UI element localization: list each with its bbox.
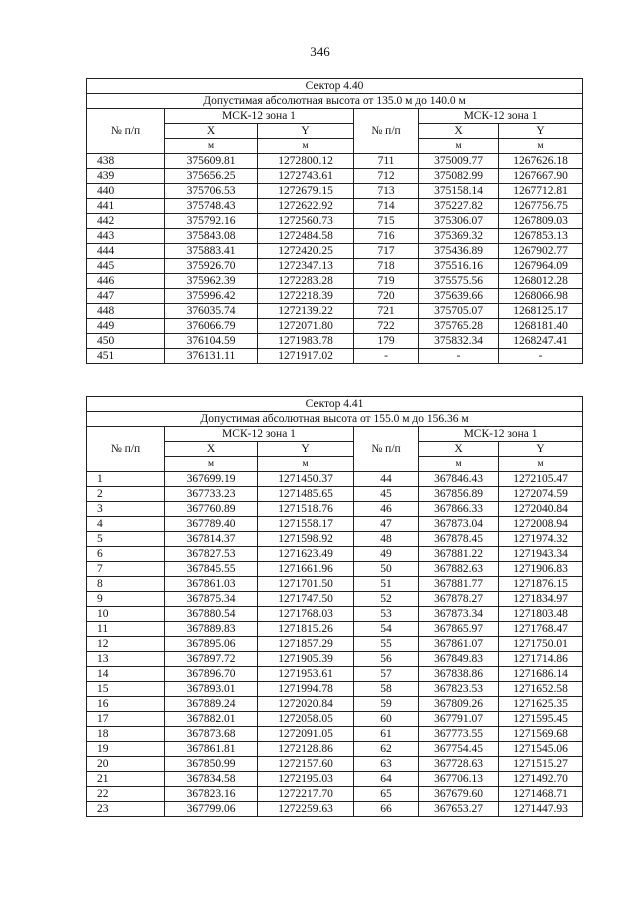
point-number: 6 [87, 547, 165, 562]
point-number: 56 [354, 652, 419, 667]
coord-x: 367880.54 [165, 607, 258, 622]
column-header-x: X [419, 124, 499, 139]
coord-x: 367809.26 [419, 697, 499, 712]
column-header-x: X [165, 124, 258, 139]
coord-y: 1271953.61 [258, 667, 354, 682]
point-number: 66 [354, 802, 419, 817]
point-number: 11 [87, 622, 165, 637]
coord-x: 367791.07 [419, 712, 499, 727]
coord-y: 1271974.32 [499, 532, 583, 547]
point-number: 61 [354, 727, 419, 742]
table-row [87, 487, 583, 502]
coord-y: 1271768.47 [499, 622, 583, 637]
point-number: 446 [87, 274, 165, 289]
coord-x: 375832.34 [419, 334, 499, 349]
coord-y: 1267902.77 [499, 244, 583, 259]
point-number: 445 [87, 259, 165, 274]
coord-y: 1272484.58 [258, 229, 354, 244]
coord-y: 1271595.45 [499, 712, 583, 727]
coord-x: 375609.81 [165, 154, 258, 169]
table-row [87, 334, 583, 349]
coord-y: 1268012.28 [499, 274, 583, 289]
point-number: 720 [354, 289, 419, 304]
coord-y: 1271905.39 [258, 652, 354, 667]
coord-y: 1272800.12 [258, 154, 354, 169]
coord-x: 375765.28 [419, 319, 499, 334]
table-row [87, 319, 583, 334]
point-number: 5 [87, 532, 165, 547]
point-number: 19 [87, 742, 165, 757]
coord-x: 375996.42 [165, 289, 258, 304]
coord-x: 367881.77 [419, 577, 499, 592]
coord-y: 1271623.49 [258, 547, 354, 562]
coord-x: 375227.82 [419, 199, 499, 214]
point-number: 440 [87, 184, 165, 199]
table-row [87, 154, 583, 169]
point-number: 53 [354, 607, 419, 622]
table-row [87, 199, 583, 214]
coord-x: 376104.59 [165, 334, 258, 349]
coord-x: 375516.16 [419, 259, 499, 274]
table-row [87, 169, 583, 184]
coord-y: 1271917.02 [258, 349, 354, 364]
point-number: 21 [87, 772, 165, 787]
coord-y: 1271983.78 [258, 334, 354, 349]
coord-y: 1272139.22 [258, 304, 354, 319]
point-number: 8 [87, 577, 165, 592]
coord-y: 1271857.29 [258, 637, 354, 652]
coord-y: 1272743.61 [258, 169, 354, 184]
coord-y: 1272074.59 [499, 487, 583, 502]
point-number: 48 [354, 532, 419, 547]
point-number: 717 [354, 244, 419, 259]
coord-x: 367866.33 [419, 502, 499, 517]
table-row [87, 787, 583, 802]
coord-x: 375843.08 [165, 229, 258, 244]
table-row [87, 532, 583, 547]
point-number: 716 [354, 229, 419, 244]
point-number: 448 [87, 304, 165, 319]
point-number: 65 [354, 787, 419, 802]
coord-x: 367861.07 [419, 637, 499, 652]
coord-y: 1271747.50 [258, 592, 354, 607]
table-row [87, 502, 583, 517]
column-header-number: № п/п [354, 427, 419, 472]
coord-x: 375306.07 [419, 214, 499, 229]
coord-y: 1272622.92 [258, 199, 354, 214]
coord-x: 367838.86 [419, 667, 499, 682]
coord-y: 1271625.35 [499, 697, 583, 712]
table-row [87, 667, 583, 682]
table-body [87, 154, 583, 364]
coord-y: 1268181.40 [499, 319, 583, 334]
point-number: 15 [87, 682, 165, 697]
table-row [87, 259, 583, 274]
point-number: 441 [87, 199, 165, 214]
table-row [87, 304, 583, 319]
coord-x: 375158.14 [419, 184, 499, 199]
point-number: 449 [87, 319, 165, 334]
point-number: 55 [354, 637, 419, 652]
point-number: 14 [87, 667, 165, 682]
point-number: 23 [87, 802, 165, 817]
coord-y: 1271652.58 [499, 682, 583, 697]
point-number: 438 [87, 154, 165, 169]
coord-y: 1272008.94 [499, 517, 583, 532]
coord-y: 1271569.68 [499, 727, 583, 742]
coord-y: 1271906.83 [499, 562, 583, 577]
coord-x: 367865.97 [419, 622, 499, 637]
point-number: 45 [354, 487, 419, 502]
sector-table [86, 396, 583, 817]
point-number: 16 [87, 697, 165, 712]
coord-x: 376066.79 [165, 319, 258, 334]
coord-x: 367653.27 [419, 802, 499, 817]
coord-x: 367889.24 [165, 697, 258, 712]
coord-x: 367861.03 [165, 577, 258, 592]
coord-y: 1272128.86 [258, 742, 354, 757]
point-number: 451 [87, 349, 165, 364]
table-row [87, 637, 583, 652]
table-row [87, 682, 583, 697]
coord-y: 1271994.78 [258, 682, 354, 697]
table-row [87, 712, 583, 727]
point-number: 718 [354, 259, 419, 274]
table-row [87, 517, 583, 532]
table-row [87, 727, 583, 742]
table-row [87, 349, 583, 364]
coord-y: 1268247.41 [499, 334, 583, 349]
coord-x: 367814.37 [165, 532, 258, 547]
coord-x: 375639.66 [419, 289, 499, 304]
coord-y: 1271701.50 [258, 577, 354, 592]
point-number: 714 [354, 199, 419, 214]
table-row [87, 229, 583, 244]
coord-x: 367893.01 [165, 682, 258, 697]
table-body [87, 472, 583, 817]
point-number: 713 [354, 184, 419, 199]
coord-x: 367699.19 [165, 472, 258, 487]
sector-title: Сектор 4.41 [87, 397, 583, 412]
unit-label: м [165, 457, 258, 472]
point-number: 47 [354, 517, 419, 532]
coord-y: 1272020.84 [258, 697, 354, 712]
coord-x: 375792.16 [165, 214, 258, 229]
coord-y: 1272347.13 [258, 259, 354, 274]
point-number: 3 [87, 502, 165, 517]
coord-y: 1271803.48 [499, 607, 583, 622]
coordinate-system-header: МСК-12 зона 1 [165, 109, 354, 124]
coord-x: 375436.89 [419, 244, 499, 259]
coord-x: 367733.23 [165, 487, 258, 502]
coord-y: 1271515.27 [499, 757, 583, 772]
coord-x: 367789.40 [165, 517, 258, 532]
coord-x: 367873.04 [419, 517, 499, 532]
coord-x: 367823.53 [419, 682, 499, 697]
coord-x: 367856.89 [419, 487, 499, 502]
coord-y: 1272218.39 [258, 289, 354, 304]
point-number: 443 [87, 229, 165, 244]
coordinate-system-header: МСК-12 зона 1 [165, 427, 354, 442]
point-number: 722 [354, 319, 419, 334]
table-row [87, 757, 583, 772]
point-number: - [354, 349, 419, 364]
coord-y: 1267667.90 [499, 169, 583, 184]
point-number: 719 [354, 274, 419, 289]
coord-y: 1272420.25 [258, 244, 354, 259]
point-number: 712 [354, 169, 419, 184]
point-number: 54 [354, 622, 419, 637]
coord-x: 367827.53 [165, 547, 258, 562]
column-header-number: № п/п [87, 109, 165, 154]
coord-x: 367846.43 [419, 472, 499, 487]
coord-y: 1271468.71 [499, 787, 583, 802]
point-number: 46 [354, 502, 419, 517]
point-number: 442 [87, 214, 165, 229]
unit-label: м [258, 457, 354, 472]
coord-x: 367895.06 [165, 637, 258, 652]
coord-x: 375575.56 [419, 274, 499, 289]
column-header-number: № п/п [354, 109, 419, 154]
coord-x: 367873.68 [165, 727, 258, 742]
page-number: 346 [310, 44, 330, 59]
coord-x: 376035.74 [165, 304, 258, 319]
coord-x: 375082.99 [419, 169, 499, 184]
coord-y: 1272040.84 [499, 502, 583, 517]
coord-y: 1272105.47 [499, 472, 583, 487]
coord-y: 1267964.09 [499, 259, 583, 274]
column-header-x: X [165, 442, 258, 457]
table-row [87, 592, 583, 607]
coord-x: 367881.22 [419, 547, 499, 562]
unit-label: м [165, 139, 258, 154]
coord-y: 1272195.03 [258, 772, 354, 787]
column-header-y: Y [499, 124, 583, 139]
coord-y: 1271750.01 [499, 637, 583, 652]
point-number: 7 [87, 562, 165, 577]
coord-x: 367875.34 [165, 592, 258, 607]
point-number: 57 [354, 667, 419, 682]
coord-y: 1271598.92 [258, 532, 354, 547]
coord-x: 367728.63 [419, 757, 499, 772]
coord-y: 1271545.06 [499, 742, 583, 757]
coord-x: 376131.11 [165, 349, 258, 364]
table-row [87, 472, 583, 487]
unit-label: м [499, 457, 583, 472]
coord-x: 367679.60 [419, 787, 499, 802]
coord-y: 1272560.73 [258, 214, 354, 229]
coord-x: 367897.72 [165, 652, 258, 667]
point-number: 44 [354, 472, 419, 487]
table-row [87, 289, 583, 304]
coord-x: 375962.39 [165, 274, 258, 289]
column-header-number: № п/п [87, 427, 165, 472]
coord-y: 1272217.70 [258, 787, 354, 802]
coord-y: 1271450.37 [258, 472, 354, 487]
point-number: 447 [87, 289, 165, 304]
point-number: 439 [87, 169, 165, 184]
coord-y: 1272679.15 [258, 184, 354, 199]
coord-x: 367850.99 [165, 757, 258, 772]
point-number: 10 [87, 607, 165, 622]
point-number: 1 [87, 472, 165, 487]
coord-y: 1267626.18 [499, 154, 583, 169]
coord-x: 367823.16 [165, 787, 258, 802]
coord-y: 1271768.03 [258, 607, 354, 622]
coord-y: 1271834.97 [499, 592, 583, 607]
point-number: 711 [354, 154, 419, 169]
coord-y: 1271661.96 [258, 562, 354, 577]
coord-y: 1271943.34 [499, 547, 583, 562]
point-number: 721 [354, 304, 419, 319]
coord-x: 375369.32 [419, 229, 499, 244]
coord-y: 1267809.03 [499, 214, 583, 229]
unit-label: м [419, 139, 499, 154]
point-number: 2 [87, 487, 165, 502]
point-number: 444 [87, 244, 165, 259]
point-number: 4 [87, 517, 165, 532]
table-row [87, 214, 583, 229]
point-number: 63 [354, 757, 419, 772]
coord-x: 375883.41 [165, 244, 258, 259]
coord-y: 1272058.05 [258, 712, 354, 727]
coordinate-system-header: МСК-12 зона 1 [419, 109, 583, 124]
point-number: 179 [354, 334, 419, 349]
sector-table [86, 78, 583, 364]
coord-y: 1271815.26 [258, 622, 354, 637]
point-number: 60 [354, 712, 419, 727]
table-row [87, 547, 583, 562]
coord-y: 1272091.05 [258, 727, 354, 742]
coord-y: 1271558.17 [258, 517, 354, 532]
point-number: 52 [354, 592, 419, 607]
table-row [87, 607, 583, 622]
column-header-y: Y [499, 442, 583, 457]
table-row [87, 577, 583, 592]
column-header-x: X [419, 442, 499, 457]
coord-x: 367849.83 [419, 652, 499, 667]
coord-y: 1268066.98 [499, 289, 583, 304]
table-row [87, 742, 583, 757]
coord-x: 375748.43 [165, 199, 258, 214]
coord-x: 367754.45 [419, 742, 499, 757]
table-row [87, 244, 583, 259]
coord-x: 367706.13 [419, 772, 499, 787]
coord-y: 1272157.60 [258, 757, 354, 772]
point-number: 58 [354, 682, 419, 697]
unit-label: м [419, 457, 499, 472]
point-number: 715 [354, 214, 419, 229]
coord-y: 1272071.80 [258, 319, 354, 334]
table-row [87, 802, 583, 817]
coord-x: 367878.27 [419, 592, 499, 607]
coord-x: 367889.83 [165, 622, 258, 637]
point-number: 17 [87, 712, 165, 727]
unit-label: м [499, 139, 583, 154]
coord-x: 367878.45 [419, 532, 499, 547]
point-number: 49 [354, 547, 419, 562]
coord-x: 367799.06 [165, 802, 258, 817]
coord-x: 375926.70 [165, 259, 258, 274]
table-row [87, 274, 583, 289]
table-row [87, 697, 583, 712]
column-header-y: Y [258, 442, 354, 457]
point-number: 22 [87, 787, 165, 802]
point-number: 64 [354, 772, 419, 787]
coord-y: 1271714.86 [499, 652, 583, 667]
altitude-range: Допустимая абсолютная высота от 135.0 м до 140.0 м [87, 94, 583, 109]
point-number: 18 [87, 727, 165, 742]
table-row [87, 622, 583, 637]
point-number: 50 [354, 562, 419, 577]
coord-x: 367882.63 [419, 562, 499, 577]
coordinate-system-header: МСК-12 зона 1 [419, 427, 583, 442]
coord-y: 1271447.93 [499, 802, 583, 817]
coord-x: 375009.77 [419, 154, 499, 169]
coord-x: 375656.25 [165, 169, 258, 184]
coord-y: 1271686.14 [499, 667, 583, 682]
point-number: 12 [87, 637, 165, 652]
coord-x: 367873.34 [419, 607, 499, 622]
coord-x: 367760.89 [165, 502, 258, 517]
coord-x: 367773.55 [419, 727, 499, 742]
coord-y: 1271492.70 [499, 772, 583, 787]
coord-x: 367861.81 [165, 742, 258, 757]
coord-y: 1268125.17 [499, 304, 583, 319]
coord-y: 1271518.76 [258, 502, 354, 517]
point-number: 62 [354, 742, 419, 757]
point-number: 51 [354, 577, 419, 592]
coord-y: - [499, 349, 583, 364]
coord-y: 1271876.15 [499, 577, 583, 592]
coord-y: 1271485.65 [258, 487, 354, 502]
coord-y: 1272259.63 [258, 802, 354, 817]
coord-y: 1267853.13 [499, 229, 583, 244]
table-row [87, 772, 583, 787]
table-row [87, 652, 583, 667]
unit-label: м [258, 139, 354, 154]
point-number: 59 [354, 697, 419, 712]
coord-y: 1272283.28 [258, 274, 354, 289]
point-number: 20 [87, 757, 165, 772]
altitude-range: Допустимая абсолютная высота от 155.0 м до 156.36 м [87, 412, 583, 427]
coord-x: 367882.01 [165, 712, 258, 727]
coord-y: 1267712.81 [499, 184, 583, 199]
point-number: 450 [87, 334, 165, 349]
table-row [87, 184, 583, 199]
table-row [87, 562, 583, 577]
coord-y: 1267756.75 [499, 199, 583, 214]
column-header-y: Y [258, 124, 354, 139]
coord-x: 367834.58 [165, 772, 258, 787]
coord-x: 375706.53 [165, 184, 258, 199]
coord-x: 375705.07 [419, 304, 499, 319]
coord-x: - [419, 349, 499, 364]
point-number: 9 [87, 592, 165, 607]
sector-title: Сектор 4.40 [87, 79, 583, 94]
coord-x: 367845.55 [165, 562, 258, 577]
point-number: 13 [87, 652, 165, 667]
coord-x: 367896.70 [165, 667, 258, 682]
